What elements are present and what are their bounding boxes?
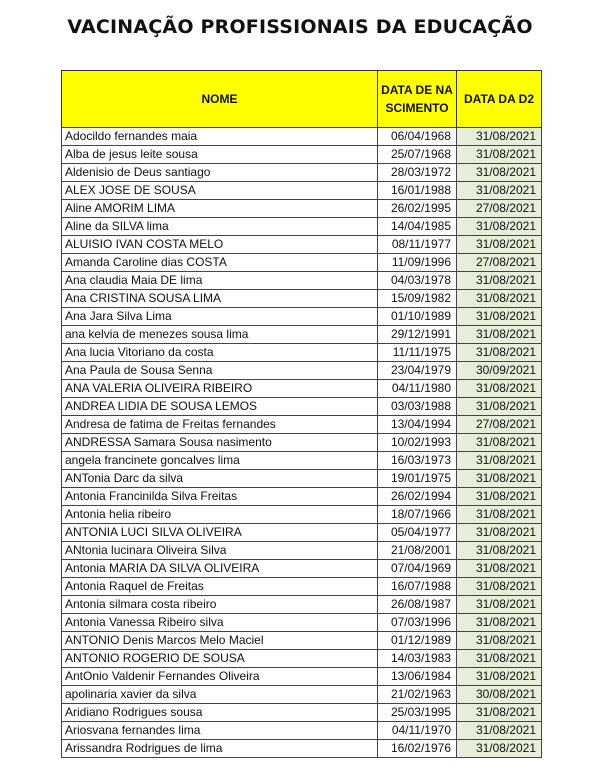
d2-cell: 31/08/2021 — [457, 146, 542, 164]
nascimento-cell: 14/04/1985 — [378, 218, 457, 236]
table-row — [62, 146, 542, 164]
d2-cell: 31/08/2021 — [457, 398, 542, 416]
nascimento-cell: 04/11/1970 — [378, 722, 457, 740]
nome-cell: Ariosvana fernandes lima — [62, 722, 378, 740]
d2-cell: 31/08/2021 — [457, 560, 542, 578]
vaccination-table — [61, 70, 542, 758]
nome-cell: angela francinete goncalves lima — [62, 452, 378, 470]
nascimento-cell: 07/03/1996 — [378, 614, 457, 632]
table-row — [62, 362, 542, 380]
table-row — [62, 218, 542, 236]
d2-cell: 31/08/2021 — [457, 344, 542, 362]
table-body — [62, 128, 542, 758]
nome-cell: Antonia Raquel de Freitas — [62, 578, 378, 596]
nascimento-cell: 21/02/1963 — [378, 686, 457, 704]
nome-cell: Arissandra Rodrigues de lima — [62, 740, 378, 758]
d2-cell: 31/08/2021 — [457, 740, 542, 758]
nome-cell: Antonia helia ribeiro — [62, 506, 378, 524]
nascimento-cell: 19/01/1975 — [378, 470, 457, 488]
table-row — [62, 614, 542, 632]
header-row — [62, 71, 542, 128]
table-row — [62, 488, 542, 506]
d2-cell: 31/08/2021 — [457, 434, 542, 452]
nascimento-cell: 16/01/1988 — [378, 182, 457, 200]
table-row — [62, 650, 542, 668]
nome-cell: Adocildo fernandes maia — [62, 128, 378, 146]
header-nome: NOME — [62, 71, 378, 128]
nascimento-cell: 07/04/1969 — [378, 560, 457, 578]
d2-cell: 31/08/2021 — [457, 326, 542, 344]
d2-cell: 31/08/2021 — [457, 218, 542, 236]
d2-cell: 30/08/2021 — [457, 686, 542, 704]
nome-cell: Ana Paula de Sousa Senna — [62, 362, 378, 380]
nascimento-cell: 14/03/1983 — [378, 650, 457, 668]
nascimento-cell: 21/08/2001 — [378, 542, 457, 560]
d2-cell: 31/08/2021 — [457, 614, 542, 632]
nascimento-cell: 23/04/1979 — [378, 362, 457, 380]
d2-cell: 31/08/2021 — [457, 650, 542, 668]
d2-cell: 31/08/2021 — [457, 452, 542, 470]
nome-cell: ANA VALERIA OLIVEIRA RIBEIRO — [62, 380, 378, 398]
nome-cell: ANTONIO ROGERIO DE SOUSA — [62, 650, 378, 668]
table-row — [62, 254, 542, 272]
d2-cell: 31/08/2021 — [457, 236, 542, 254]
table-row — [62, 596, 542, 614]
table-row — [62, 344, 542, 362]
table-row — [62, 686, 542, 704]
nascimento-cell: 13/06/1984 — [378, 668, 457, 686]
nome-cell: Ana Jara Silva Lima — [62, 308, 378, 326]
nome-cell: apolinaria xavier da silva — [62, 686, 378, 704]
nome-cell: Amanda Caroline dias COSTA — [62, 254, 378, 272]
nome-cell: AntOnio Valdenir Fernandes Oliveira — [62, 668, 378, 686]
table-row — [62, 704, 542, 722]
d2-cell: 31/08/2021 — [457, 380, 542, 398]
nome-cell: Aline da SILVA lima — [62, 218, 378, 236]
nascimento-cell: 11/09/1996 — [378, 254, 457, 272]
d2-cell: 31/08/2021 — [457, 524, 542, 542]
nascimento-cell: 29/12/1991 — [378, 326, 457, 344]
table-row — [62, 542, 542, 560]
table-row — [62, 668, 542, 686]
nascimento-cell: 05/04/1977 — [378, 524, 457, 542]
d2-cell: 27/08/2021 — [457, 416, 542, 434]
d2-cell: 31/08/2021 — [457, 506, 542, 524]
nome-cell: Ana claudia Maia DE lima — [62, 272, 378, 290]
table-row — [62, 560, 542, 578]
nome-cell: Antonia Francinilda Silva Freitas — [62, 488, 378, 506]
d2-cell: 31/08/2021 — [457, 722, 542, 740]
nascimento-cell: 25/07/1968 — [378, 146, 457, 164]
table-row — [62, 380, 542, 398]
table-row — [62, 236, 542, 254]
d2-cell: 31/08/2021 — [457, 704, 542, 722]
nome-cell: ANTONIA LUCI SILVA OLIVEIRA — [62, 524, 378, 542]
table-row — [62, 164, 542, 182]
nome-cell: Aldenisio de Deus santiago — [62, 164, 378, 182]
nome-cell: Antonia MARIA DA SILVA OLIVEIRA — [62, 560, 378, 578]
nome-cell: Aline AMORIM LIMA — [62, 200, 378, 218]
table-row — [62, 308, 542, 326]
nome-cell: Antonia Vanessa Ribeiro silva — [62, 614, 378, 632]
table-row — [62, 290, 542, 308]
nascimento-cell: 28/03/1972 — [378, 164, 457, 182]
nome-cell: ANTonia Darc da silva — [62, 470, 378, 488]
header-nascimento: DATA DE NASCIMENTO — [378, 71, 457, 128]
nascimento-cell: 15/09/1982 — [378, 290, 457, 308]
nascimento-cell: 26/02/1995 — [378, 200, 457, 218]
table-row — [62, 272, 542, 290]
d2-cell: 31/08/2021 — [457, 668, 542, 686]
table-row — [62, 722, 542, 740]
nascimento-cell: 16/07/1988 — [378, 578, 457, 596]
nome-cell: Aridiano Rodrigues sousa — [62, 704, 378, 722]
table-row — [62, 434, 542, 452]
nascimento-cell: 16/03/1973 — [378, 452, 457, 470]
nascimento-cell: 08/11/1977 — [378, 236, 457, 254]
nascimento-cell: 16/02/1976 — [378, 740, 457, 758]
page-title: VACINAÇÃO PROFISSIONAIS DA EDUCAÇÃO — [67, 16, 533, 38]
table-row — [62, 182, 542, 200]
table-row — [62, 740, 542, 758]
nascimento-cell: 26/08/1987 — [378, 596, 457, 614]
d2-cell: 31/08/2021 — [457, 596, 542, 614]
nascimento-cell: 10/02/1993 — [378, 434, 457, 452]
d2-cell: 31/08/2021 — [457, 128, 542, 146]
d2-cell: 31/08/2021 — [457, 308, 542, 326]
nome-cell: ANDREA LIDIA DE SOUSA LEMOS — [62, 398, 378, 416]
d2-cell: 31/08/2021 — [457, 272, 542, 290]
d2-cell: 31/08/2021 — [457, 542, 542, 560]
d2-cell: 31/08/2021 — [457, 632, 542, 650]
nascimento-cell: 01/10/1989 — [378, 308, 457, 326]
d2-cell: 31/08/2021 — [457, 182, 542, 200]
table-row — [62, 470, 542, 488]
d2-cell: 31/08/2021 — [457, 164, 542, 182]
d2-cell: 30/09/2021 — [457, 362, 542, 380]
table-row — [62, 200, 542, 218]
d2-cell: 31/08/2021 — [457, 578, 542, 596]
nascimento-cell: 25/03/1995 — [378, 704, 457, 722]
nome-cell: Alba de jesus leite sousa — [62, 146, 378, 164]
nascimento-cell: 11/11/1975 — [378, 344, 457, 362]
nome-cell: Antonia silmara costa ribeiro — [62, 596, 378, 614]
nascimento-cell: 04/11/1980 — [378, 380, 457, 398]
nascimento-cell: 13/04/1994 — [378, 416, 457, 434]
nascimento-cell: 04/03/1978 — [378, 272, 457, 290]
table-row — [62, 506, 542, 524]
nome-cell: ALEX JOSE DE SOUSA — [62, 182, 378, 200]
table-row — [62, 452, 542, 470]
d2-cell: 27/08/2021 — [457, 254, 542, 272]
nome-cell: ALUISIO IVAN COSTA MELO — [62, 236, 378, 254]
nascimento-cell: 03/03/1988 — [378, 398, 457, 416]
table-row — [62, 326, 542, 344]
nascimento-cell: 01/12/1989 — [378, 632, 457, 650]
table-row — [62, 632, 542, 650]
table-row — [62, 128, 542, 146]
table-row — [62, 578, 542, 596]
nome-cell: ANtonia lucinara Oliveira Silva — [62, 542, 378, 560]
nascimento-cell: 18/07/1966 — [378, 506, 457, 524]
d2-cell: 31/08/2021 — [457, 470, 542, 488]
d2-cell: 31/08/2021 — [457, 488, 542, 506]
table-row — [62, 398, 542, 416]
nome-cell: ANTONIO Denis Marcos Melo Maciel — [62, 632, 378, 650]
d2-cell: 27/08/2021 — [457, 200, 542, 218]
nome-cell: Ana CRISTINA SOUSA LIMA — [62, 290, 378, 308]
nome-cell: ANDRESSA Samara Sousa nasimento — [62, 434, 378, 452]
nome-cell: Ana lucia Vitoriano da costa — [62, 344, 378, 362]
table-row — [62, 416, 542, 434]
nome-cell: ana kelvia de menezes sousa lima — [62, 326, 378, 344]
nascimento-cell: 26/02/1994 — [378, 488, 457, 506]
header-d2: DATA DA D2 — [457, 71, 542, 128]
d2-cell: 31/08/2021 — [457, 290, 542, 308]
table-row — [62, 524, 542, 542]
nome-cell: Andresa de fatima de Freitas fernandes — [62, 416, 378, 434]
nascimento-cell: 06/04/1968 — [378, 128, 457, 146]
